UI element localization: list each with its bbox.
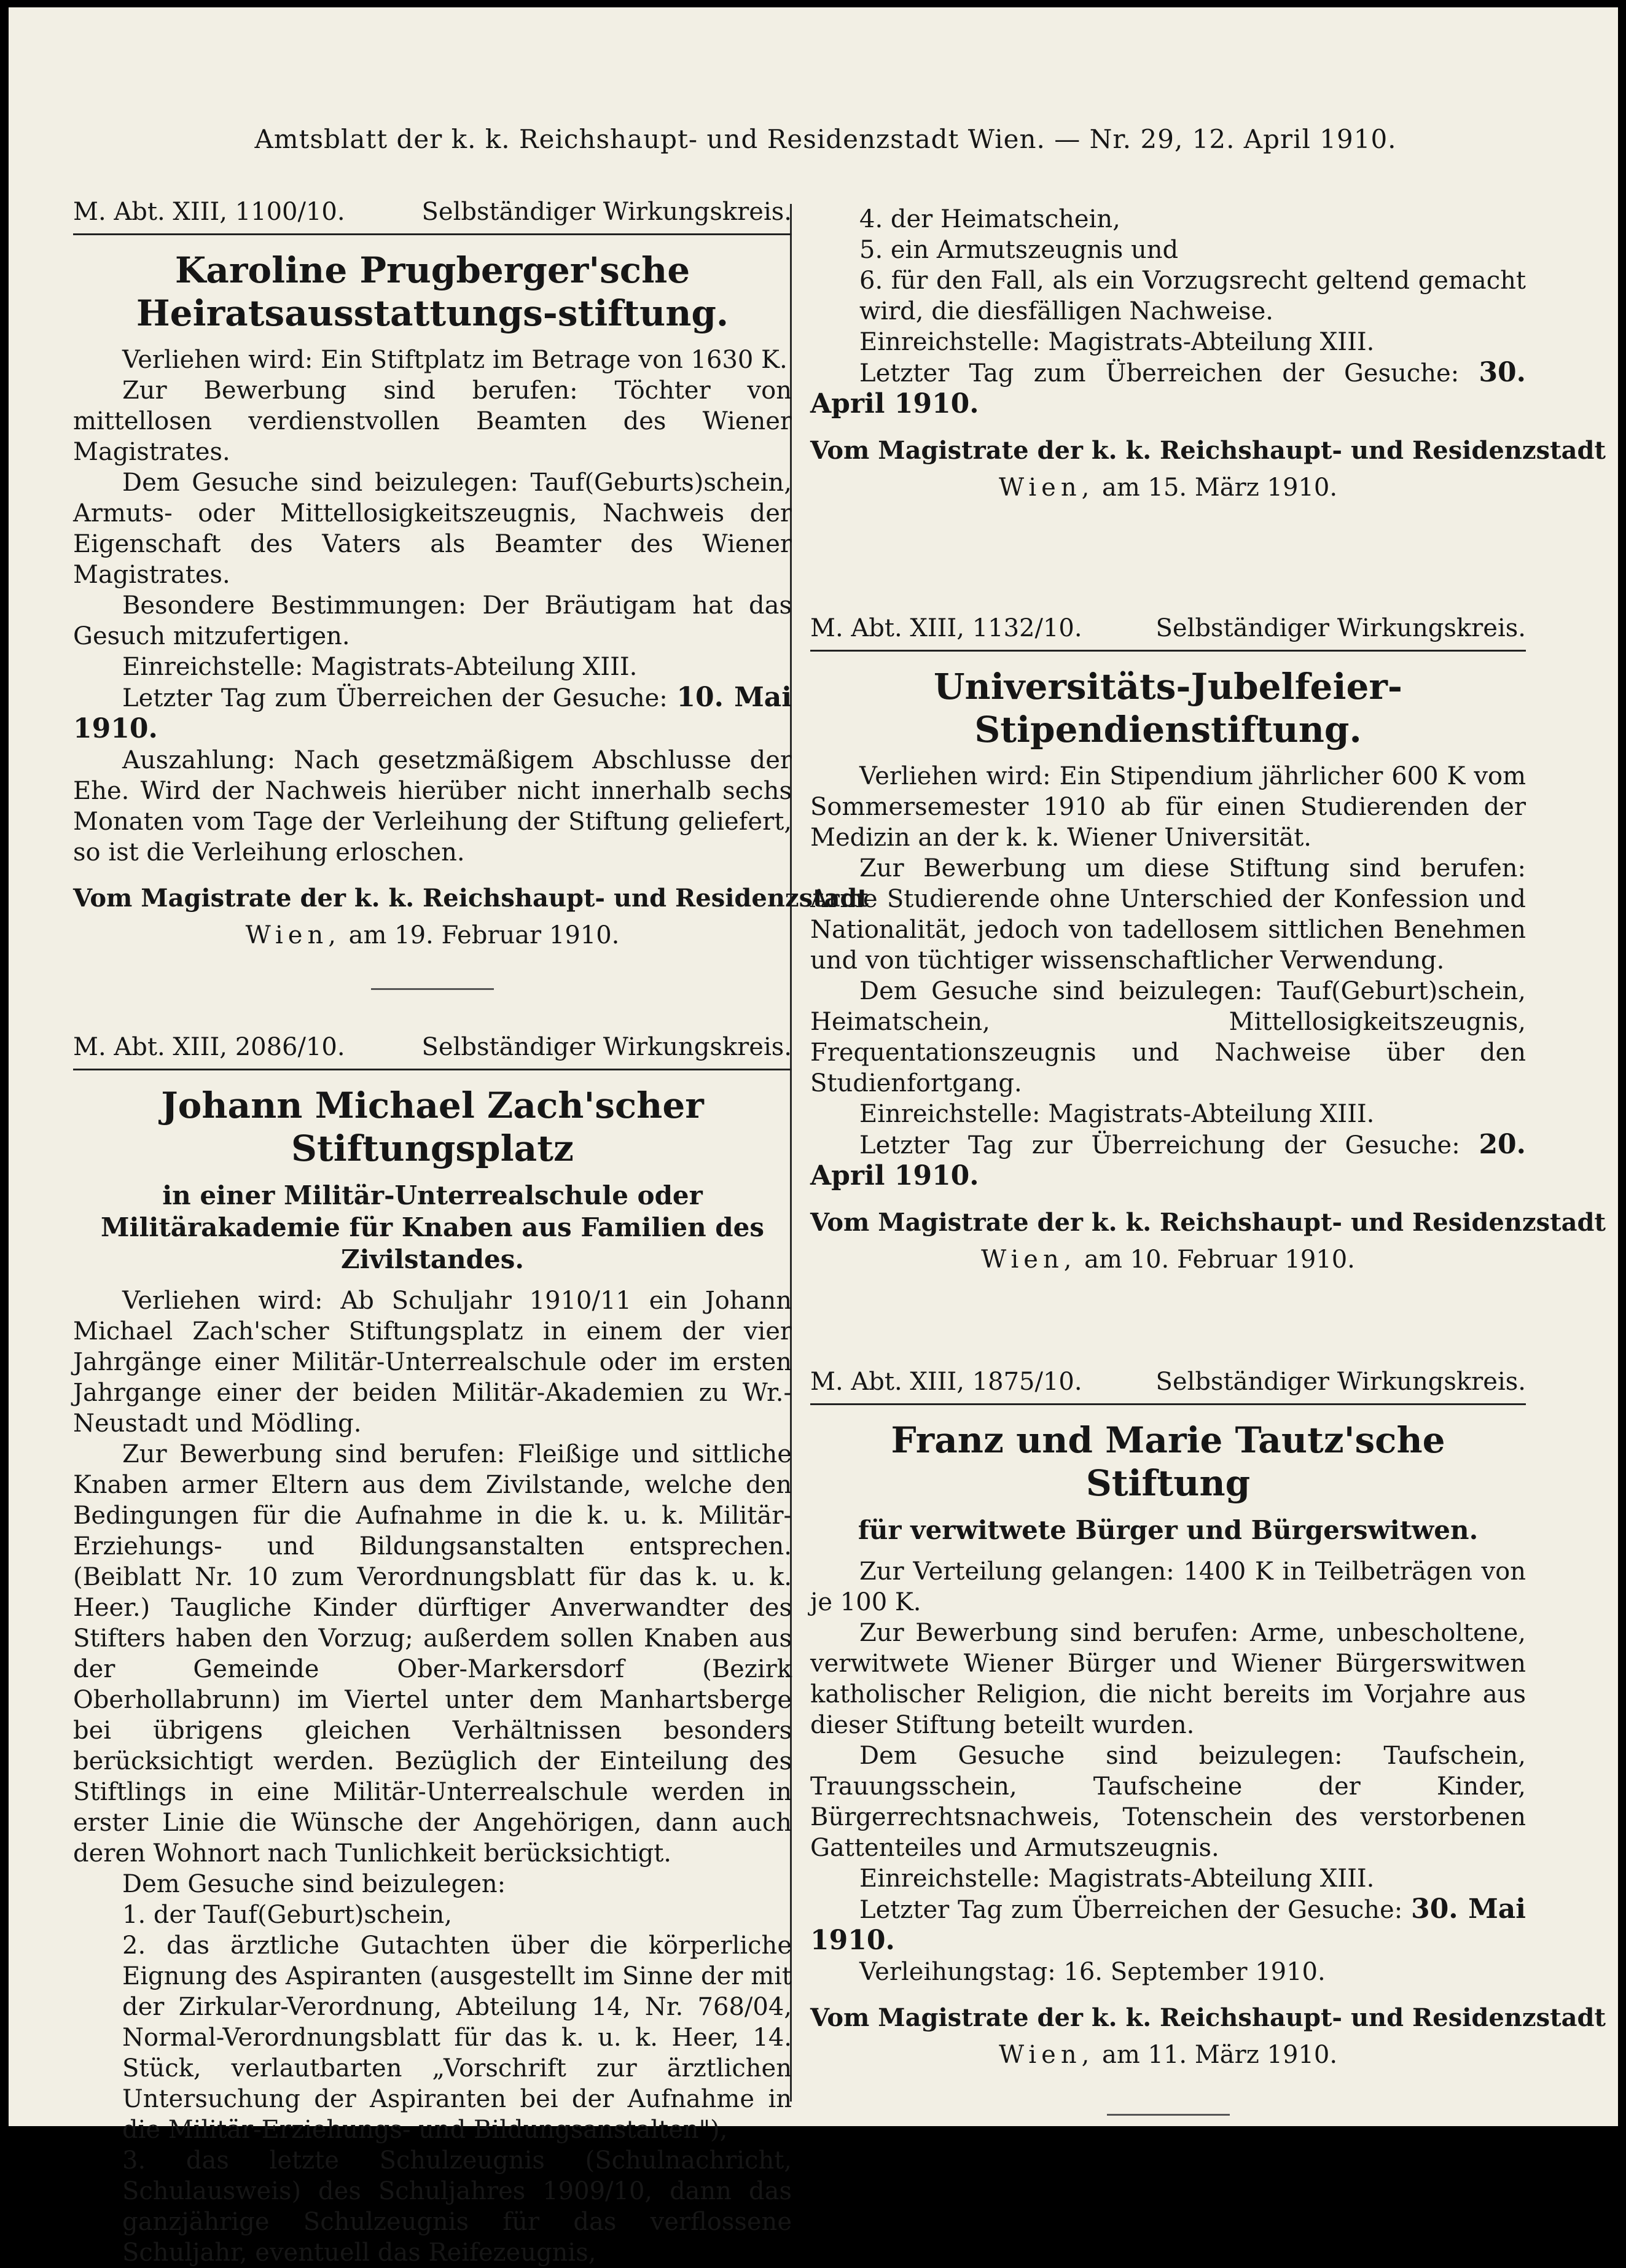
notice-zach-continued [810,204,1606,504]
signature-date [810,472,1526,504]
paragraph-eligibility: Zur Bewerbung sind berufen: Fleißige und sittliche Knaben armer Eltern aus dem Zivilstande, welche den Bedingungen für die Aufnahme in die k. u. k. Militär-Erziehungs- und Bildungsanstalten entsprechen. (Beiblatt Nr. 10 zum Verordnungsblatt für das k. u. k. Heer.) Taugliche Kinder dürftiger Anverwandter des Stifters haben den Vorzug; außerdem sollen Knaben aus der Gemeinde Ober-Markersdorf (Bezirk Oberhollabrunn) im Viertel unter dem Manhartsberge bei übrigens gleichen Verhältnissen besonders berücksichtigt werden. Bezüglich der Einteilung des Stiftlings in eine Militär-Unterrealschule werden in erster Linie die Wünsche der Angehörigen, dann auch deren Wohnort nach Tunlichkeit berücksichtigt. [73,1440,792,1868]
signature-date-text: am 10. Februar 1910. [1084,1245,1355,1274]
signature-date [810,2039,1526,2071]
paragraph-submission-office: Einreichstelle: Magistrats-Abteilung XIII. [859,1100,1375,1128]
notice-tautz [810,1368,1606,2116]
notice-title: Johann Michael Zach'scher Stiftungsplatz [161,1085,704,1169]
newspaper-page [9,7,1618,2267]
notice-title: Franz und Marie Tautz'sche Stiftung [891,1419,1445,1504]
paragraph-submission-office: Einreichstelle: Magistrats-Abteilung XIII. [859,328,1375,356]
signature-city: Wien, [245,921,341,949]
notice-prugberger [73,198,869,951]
signature-date [73,919,792,951]
paragraph-award: Verliehen wird: Ein Stiftplatz im Betrage von 1630 K. [122,346,788,374]
notice-title: Karoline Prugberger'sche Heiratsausstattungs-stiftung. [136,249,729,334]
spacer [810,504,1526,614]
deadline-date: 30. Mai 1910. [810,1893,1526,1956]
paragraph-eligibility: Zur Bewerbung sind berufen: Töchter von mittellosen verdienstvollen Beamten des Wiener Magistrates. [73,376,792,466]
paragraph-special-provisions: Besondere Bestimmungen: Der Bräutigam hat das Gesuch mitzufertigen. [73,591,792,650]
paragraph-distribution: Zur Verteilung gelangen: 1400 K in Teilbeträgen von je 100 K. [810,1557,1526,1616]
section-header [810,614,1526,652]
paragraph-award: Verliehen wird: Ein Stipendium jährlicher 600 K vom Sommersemester 1910 ab für einen Studierenden der Medizin an der k. k. Wiener Universität. [810,762,1526,852]
signature-city: Wien, [998,473,1095,502]
deadline-date: 10. Mai 1910. [73,682,792,744]
list-item: 4. der Heimatschein, [859,205,1120,233]
notice-title: Universitäts-Jubelfeier-Stipendienstiftung. [933,666,1403,750]
notice-subtitle: für verwitwete Bürger und Bürgerswitwen. [858,1515,1479,1545]
list-item: 5. ein Armutszeugnis und [859,236,1179,264]
list-item: 6. für den Fall, als ein Vorzugsrecht geltend gemacht wird, die diesfälligen Nachweise. [859,267,1526,325]
signature-line: Vom Magistrate der k. k. Reichshaupt- und Residenzstadt [810,1208,1606,1237]
right-column [810,204,1606,2159]
signature-line: Vom Magistrate der k. k. Reichshaupt- und Residenzstadt [73,884,869,913]
deadline-label: Letzter Tag zur Überreichung der Gesuche: [859,1131,1460,1159]
signature-city: Wien, [981,1245,1077,1274]
reference-number: M. Abt. XIII, 2086/10. [73,1033,345,1061]
paragraph-attachments: Dem Gesuche sind beizulegen: [122,1870,506,1898]
paragraph-deadline [810,1894,1526,1957]
deadline-date: 20. April 1910. [810,1129,1526,1191]
reference-number: M. Abt. XIII, 1100/10. [73,198,345,226]
paragraph-eligibility: Zur Bewerbung um diese Stiftung sind berufen: Arme Studierende ohne Unterschied der Konfession und Nationalität, jedoch von tadellosem sittlichen Benehmen und von tüchtiger wissenschaftlicher Verwendung. [810,854,1526,975]
paragraph-deadline [73,682,792,745]
reference-number: M. Abt. XIII, 1132/10. [810,614,1082,642]
scope-label: Selbständiger Wirkungskreis. [421,1033,792,1061]
notice-universitaet [810,614,1606,1276]
section-divider [1107,2114,1230,2116]
notice-zach [73,1033,792,2268]
reference-number: M. Abt. XIII, 1875/10. [810,1368,1082,1396]
section-header [73,198,792,235]
paragraph-submission-office: Einreichstelle: Magistrats-Abteilung XIII. [122,653,638,681]
deadline-label: Letzter Tag zum Überreichen der Gesuche: [122,684,668,712]
section-header [73,1033,792,1070]
list-item: 1. der Tauf(Geburt)schein, [122,1901,453,1929]
deadline-label: Letzter Tag zum Überreichen der Gesuche: [859,359,1460,388]
section-divider [371,988,494,990]
signature-date-text: am 11. März 1910. [1102,2041,1338,2069]
spacer [810,1276,1526,1368]
signature-date-text: am 19. Februar 1910. [348,921,620,949]
paragraph-deadline [810,357,1526,420]
deadline-date: 30. April 1910. [810,357,1526,419]
paragraph-eligibility: Zur Bewerbung sind berufen: Arme, unbescholtene, verwitwete Wiener Bürger und Wiener Bürgerswitwen katholischer Religion, die nicht bereits im Vorjahre aus dieser Stiftung beteilt wurden. [810,1619,1526,1739]
signature-line: Vom Magistrate der k. k. Reichshaupt- und Residenzstadt [810,2003,1606,2032]
paragraph-payout: Auszahlung: Nach gesetzmäßigem Abschlusse der Ehe. Wird der Nachweis hierüber nicht innerhalb sechs Monaten vom Tage der Verleihung der Stiftung geliefert, so ist die Verleihung erloschen. [73,746,792,867]
signature-city: Wien, [998,2041,1095,2069]
paragraph-award-day: Verleihungstag: 16. September 1910. [859,1958,1326,1986]
paragraph-deadline [810,1129,1526,1192]
scope-label: Selbständiger Wirkungskreis. [421,198,792,226]
list-item: 2. das ärztliche Gutachten über die körperliche Eignung des Aspiranten (ausgestellt im Sinne der mit der Zirkular-Verordnung, Abteilung 14, Nr. 768/04, Normal-Verordnungsblatt für das k. u. k. Heer, 14. Stück, verlautbarten „Vorschrift zur ärztlichen Untersuchung der Aspiranten bei der Aufnahme in die Militär-Erziehungs- und Bildungsanstalten"), [122,1931,792,2144]
paragraph-attachments: Dem Gesuche sind beizulegen: Tauf(Geburts)schein, Armuts- oder Mittellosigkeitszeugnis, Nachweis der Eigenschaft des Vaters als Beamter des Wiener Magistrates. [73,469,792,589]
paragraph-attachments: Dem Gesuche sind beizulegen: Taufschein, Trauungsschein, Taufscheine der Kinder, Bürgerrechtsnachweis, Totenschein des verstorbenen Gattenteiles und Armutszeugnis. [810,1742,1526,1862]
notice-subtitle: in einer Militär-Unterrealschule oder Militärakademie für Knaben aus Familien des Zivilstandes. [101,1180,764,1274]
paragraph-attachments: Dem Gesuche sind beizulegen: Tauf(Geburt)schein, Heimatschein, Mittellosigkeitszeugnis, Frequentationszeugnis und Nachweise über den Studienfortgang. [810,977,1526,1097]
scope-label: Selbständiger Wirkungskreis. [1155,614,1526,642]
left-column [73,198,869,2268]
list-item: 3. das letzte Schulzeugnis (Schulnachricht, Schulausweis) des Schuljahres 1909/10, dann das ganzjährige Schulzeugnis für das verflossene Schuljahr, eventuell das Reifezeugnis, [122,2146,792,2267]
paragraph-award: Verliehen wird: Ab Schuljahr 1910/11 ein Johann Michael Zach'scher Stiftungsplatz in einem der vier Jahrgänge einer Militär-Unterrealschule oder im ersten Jahrgange einer der beiden Militär-Akademien zu Wr.-Neustadt und Mödling. [73,1287,792,1438]
signature-date [810,1244,1526,1276]
signature-line: Vom Magistrate der k. k. Reichshaupt- und Residenzstadt [810,436,1606,465]
deadline-label: Letzter Tag zum Überreichen der Gesuche: [859,1896,1403,1924]
signature-date-text: am 15. März 1910. [1102,473,1338,502]
scope-label: Selbständiger Wirkungskreis. [1155,1368,1526,1396]
section-header [810,1368,1526,1405]
running-head: Amtsblatt der k. k. Reichshaupt- und Residenzstadt Wien. — Nr. 29, 12. April 1910. [254,124,1397,154]
paragraph-submission-office: Einreichstelle: Magistrats-Abteilung XIII. [859,1865,1375,1893]
